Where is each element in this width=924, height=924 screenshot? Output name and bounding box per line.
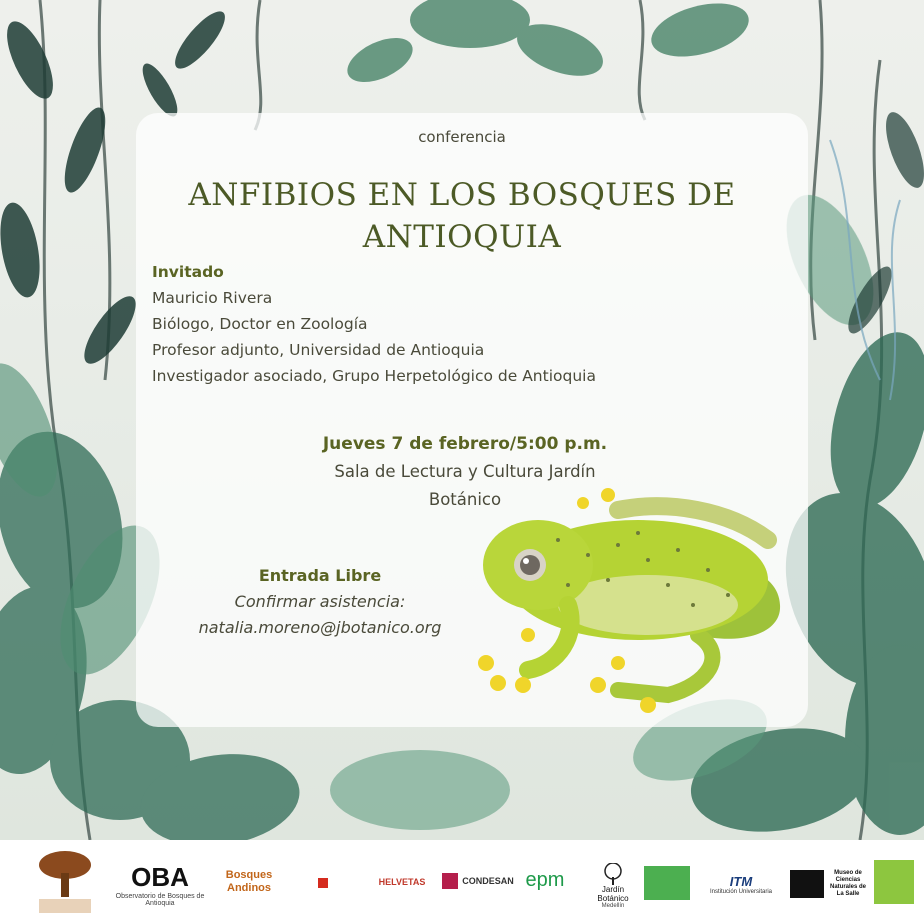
- guest-name: Mauricio Rivera: [152, 289, 273, 307]
- guest-affiliation: Investigador asociado, Grupo Herpetológico de Antioquia: [152, 367, 596, 385]
- glass-frog-icon: [468, 485, 798, 725]
- epm-logo: [518, 860, 572, 900]
- itm-text: ITM: [729, 873, 753, 889]
- swiss-flag-icon: [318, 878, 328, 888]
- event-place-line-1: Sala de Lectura y Cultura Jardín: [334, 462, 596, 481]
- guest-heading: Invitado: [152, 263, 224, 281]
- condesan-text: CONDESAN: [462, 876, 514, 886]
- parque-bosques-logo: [30, 846, 100, 918]
- helvetas-text: HELVETAS: [378, 877, 426, 887]
- la-salle-text: Museo de Ciencias Naturales de La Salle: [829, 870, 866, 897]
- guest-position: Profesor adjunto, Universidad de Antioquia: [152, 341, 485, 359]
- oba-logo: [112, 856, 208, 912]
- jardin-text: Jardín Botánico: [597, 885, 629, 903]
- condesan-logo: [440, 866, 516, 896]
- condesan-mark-icon: [442, 873, 458, 889]
- sponsor-logos: [0, 840, 924, 924]
- entry-free-label: Entrada Libre: [258, 566, 382, 585]
- la-salle-logo: [828, 864, 868, 904]
- rsvp-email-link[interactable]: natalia.moreno@jbotanico.org: [198, 618, 442, 637]
- oba-logo-text: OBA: [131, 861, 189, 892]
- bosques-andinos-logo: [214, 862, 284, 902]
- event-date: Jueves 7 de febrero/5:00 p.m.: [322, 434, 608, 454]
- entry-section: [170, 563, 470, 641]
- la-salle-mark-icon: [790, 870, 824, 898]
- guest-section: [152, 259, 596, 389]
- oba-logo-sub: Observatorio de Bosques de Antioquia: [115, 892, 205, 907]
- swiss-cooperation-logo: [290, 860, 356, 906]
- tree-icon: [35, 847, 95, 917]
- frog-image: [468, 485, 798, 729]
- event-title: [150, 174, 774, 258]
- event-kicker: conferencia: [418, 128, 506, 146]
- guest-degree: Biólogo, Doctor en Zoología: [152, 315, 368, 333]
- itm-sub: Institución Universitaria: [709, 888, 773, 895]
- title-line-1: ANFIBIOS EN LOS BOSQUES DE: [188, 177, 736, 213]
- jardin-botanico-logo: [586, 854, 640, 918]
- helvetas-logo: [372, 864, 432, 900]
- itm-logo: [704, 862, 778, 906]
- tree-icon: [602, 863, 624, 885]
- event-place-line-2: Botánico: [428, 490, 502, 509]
- green-badge-logo: [874, 860, 914, 904]
- jardin-sub: Medellín: [601, 903, 625, 909]
- title-line-2: ANTIOQUIA: [362, 219, 562, 255]
- bosques-andinos-text: Bosques Andinos: [225, 869, 273, 894]
- rsvp-label: Confirmar asistencia:: [234, 592, 406, 611]
- epm-text: epm: [525, 868, 565, 891]
- masbosques-logo: [644, 866, 690, 900]
